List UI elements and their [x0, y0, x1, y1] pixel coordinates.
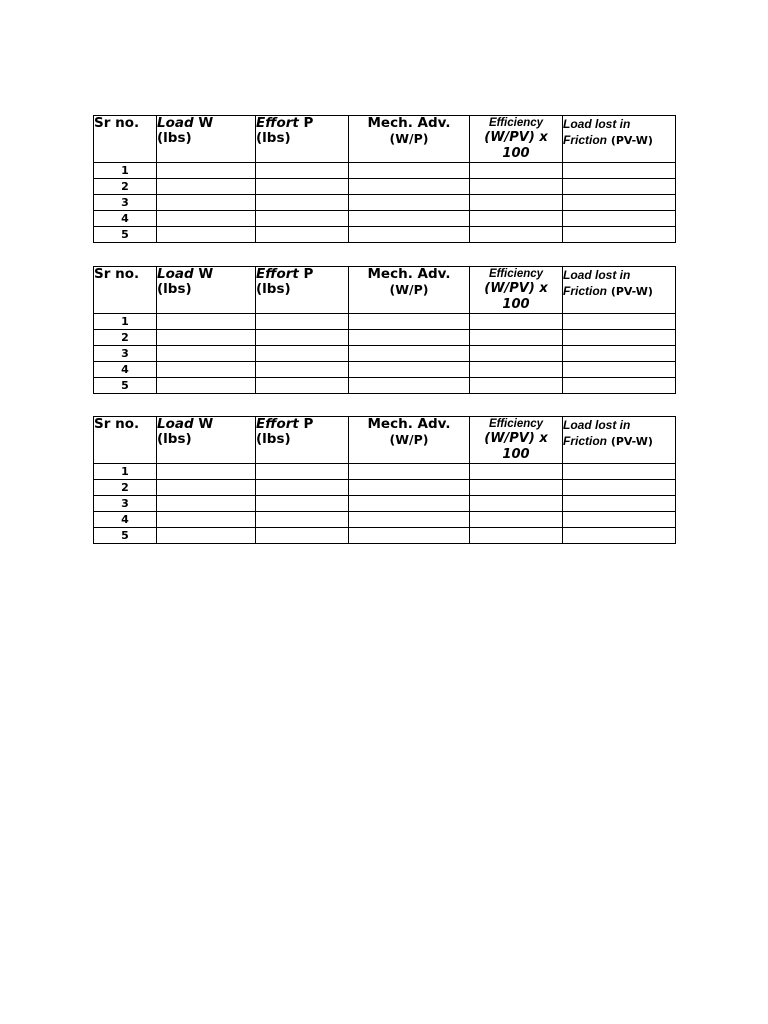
header-effort-symbol: P [298, 416, 314, 432]
mech-adv-cell[interactable] [349, 314, 470, 330]
header-load-unit: (lbs) [157, 281, 192, 297]
mech-adv-cell[interactable] [349, 480, 470, 496]
sr-cell: 1 [94, 464, 157, 480]
sr-cell: 1 [94, 163, 157, 179]
table-row [94, 227, 676, 243]
efficiency-cell[interactable] [470, 362, 563, 378]
header-loss-formula: (PV-W) [607, 134, 653, 147]
header-effort-label: Effort [256, 266, 299, 282]
header-eff-formula-2: 100 [502, 447, 530, 462]
load-lost-cell[interactable] [563, 496, 676, 512]
header-eff-formula-1: (W/PV) x [484, 130, 548, 145]
table-row [94, 179, 676, 195]
header-effort-symbol: P [298, 115, 314, 131]
effort-cell[interactable] [256, 378, 349, 394]
table-row [94, 314, 676, 330]
mech-adv-cell[interactable] [349, 362, 470, 378]
sr-cell: 5 [94, 227, 157, 243]
header-load [157, 116, 256, 163]
table-row [94, 480, 676, 496]
efficiency-cell[interactable] [470, 227, 563, 243]
sr-cell: 5 [94, 378, 157, 394]
header-sr-no-label: Sr no. [94, 115, 140, 131]
header-load-label: Load [157, 266, 194, 282]
effort-cell[interactable] [256, 512, 349, 528]
header-mech-adv [349, 267, 470, 314]
header-eff-title: Efficiency [488, 418, 544, 430]
results-table-1 [93, 115, 676, 243]
header-mech-title: Mech. Adv. [367, 266, 451, 282]
mech-adv-cell[interactable] [349, 211, 470, 227]
table-header-row [94, 417, 676, 464]
header-load [157, 417, 256, 464]
effort-cell[interactable] [256, 330, 349, 346]
header-load-symbol: W [193, 416, 214, 432]
header-load-lost [563, 116, 676, 163]
efficiency-cell[interactable] [470, 163, 563, 179]
header-load-lost [563, 417, 676, 464]
header-effort-symbol: P [298, 266, 314, 282]
load-lost-cell[interactable] [563, 362, 676, 378]
header-load-symbol: W [193, 115, 214, 131]
load-cell[interactable] [157, 362, 256, 378]
header-sr-no-label: Sr no. [94, 416, 140, 432]
load-lost-cell[interactable] [563, 211, 676, 227]
efficiency-cell[interactable] [470, 179, 563, 195]
header-sr-no [94, 267, 157, 314]
load-cell[interactable] [157, 179, 256, 195]
table-row [94, 378, 676, 394]
header-load-label: Load [157, 416, 194, 432]
efficiency-cell[interactable] [470, 528, 563, 544]
effort-cell[interactable] [256, 496, 349, 512]
header-eff-title: Efficiency [488, 268, 544, 280]
effort-cell[interactable] [256, 195, 349, 211]
effort-cell[interactable] [256, 211, 349, 227]
header-load-unit: (lbs) [157, 130, 192, 146]
load-lost-cell[interactable] [563, 378, 676, 394]
header-effort [256, 116, 349, 163]
load-lost-cell[interactable] [563, 464, 676, 480]
header-load-symbol: W [193, 266, 214, 282]
efficiency-cell[interactable] [470, 195, 563, 211]
mech-adv-cell[interactable] [349, 464, 470, 480]
effort-cell[interactable] [256, 314, 349, 330]
header-mech-title: Mech. Adv. [367, 416, 451, 432]
table-row [94, 528, 676, 544]
sr-cell: 4 [94, 512, 157, 528]
header-loss-friction: Friction [563, 434, 607, 448]
effort-cell[interactable] [256, 346, 349, 362]
load-cell[interactable] [157, 227, 256, 243]
table-row [94, 195, 676, 211]
mech-adv-cell[interactable] [349, 346, 470, 362]
efficiency-cell[interactable] [470, 496, 563, 512]
sr-cell: 4 [94, 362, 157, 378]
sr-cell: 5 [94, 528, 157, 544]
mech-adv-cell[interactable] [349, 195, 470, 211]
header-eff-formula-2: 100 [502, 146, 530, 161]
load-lost-cell[interactable] [563, 227, 676, 243]
header-mech-title: Mech. Adv. [367, 115, 451, 131]
header-mech-formula: (W/P) [389, 432, 429, 447]
header-loss-friction: Friction [563, 133, 607, 147]
header-eff-formula-1: (W/PV) x [484, 281, 548, 296]
sr-cell: 3 [94, 195, 157, 211]
header-sr-no-label: Sr no. [94, 266, 140, 282]
mech-adv-cell[interactable] [349, 163, 470, 179]
effort-cell[interactable] [256, 227, 349, 243]
load-cell[interactable] [157, 346, 256, 362]
table-row [94, 496, 676, 512]
effort-cell[interactable] [256, 528, 349, 544]
mech-adv-cell[interactable] [349, 528, 470, 544]
mech-adv-cell[interactable] [349, 179, 470, 195]
load-cell[interactable] [157, 496, 256, 512]
mech-adv-cell[interactable] [349, 378, 470, 394]
header-loss-line1: Load lost in [563, 268, 631, 282]
load-lost-cell[interactable] [563, 346, 676, 362]
header-mech-adv [349, 116, 470, 163]
sr-cell: 3 [94, 346, 157, 362]
header-load-unit: (lbs) [157, 431, 192, 447]
load-cell[interactable] [157, 464, 256, 480]
header-sr-no [94, 116, 157, 163]
load-lost-cell[interactable] [563, 330, 676, 346]
header-eff-title: Efficiency [488, 117, 544, 129]
effort-cell[interactable] [256, 179, 349, 195]
table-header-row [94, 116, 676, 163]
efficiency-cell[interactable] [470, 314, 563, 330]
header-loss-line1: Load lost in [563, 418, 631, 432]
load-cell[interactable] [157, 512, 256, 528]
header-load-label: Load [157, 115, 194, 131]
sr-cell: 2 [94, 480, 157, 496]
efficiency-cell[interactable] [470, 378, 563, 394]
table-row [94, 512, 676, 528]
sr-cell: 2 [94, 179, 157, 195]
mech-adv-cell[interactable] [349, 496, 470, 512]
load-lost-cell[interactable] [563, 314, 676, 330]
header-eff-formula-1: (W/PV) x [484, 431, 548, 446]
table-row [94, 346, 676, 362]
header-load [157, 267, 256, 314]
load-cell[interactable] [157, 163, 256, 179]
efficiency-cell[interactable] [470, 512, 563, 528]
header-effort-unit: (lbs) [256, 281, 291, 297]
load-lost-cell[interactable] [563, 512, 676, 528]
table-row [94, 163, 676, 179]
header-eff-formula-2: 100 [502, 297, 530, 312]
header-effort-label: Effort [256, 416, 299, 432]
load-lost-cell[interactable] [563, 195, 676, 211]
table-row [94, 211, 676, 227]
header-loss-formula: (PV-W) [607, 435, 653, 448]
effort-cell[interactable] [256, 480, 349, 496]
header-effort-unit: (lbs) [256, 431, 291, 447]
header-loss-line1: Load lost in [563, 117, 631, 131]
table-header-row [94, 267, 676, 314]
efficiency-cell[interactable] [470, 480, 563, 496]
load-lost-cell[interactable] [563, 528, 676, 544]
header-effort [256, 417, 349, 464]
header-efficiency [470, 267, 563, 314]
table-row [94, 464, 676, 480]
header-efficiency [470, 116, 563, 163]
header-effort [256, 267, 349, 314]
header-efficiency [470, 417, 563, 464]
table-row [94, 362, 676, 378]
load-lost-cell[interactable] [563, 480, 676, 496]
load-lost-cell[interactable] [563, 179, 676, 195]
header-mech-adv [349, 417, 470, 464]
header-load-lost [563, 267, 676, 314]
sr-cell: 2 [94, 330, 157, 346]
sr-cell: 4 [94, 211, 157, 227]
header-loss-formula: (PV-W) [607, 285, 653, 298]
results-table-2 [93, 266, 676, 394]
load-cell[interactable] [157, 330, 256, 346]
load-lost-cell[interactable] [563, 163, 676, 179]
mech-adv-cell[interactable] [349, 330, 470, 346]
efficiency-cell[interactable] [470, 346, 563, 362]
header-effort-unit: (lbs) [256, 130, 291, 146]
results-table-3 [93, 416, 676, 544]
mech-adv-cell[interactable] [349, 512, 470, 528]
effort-cell[interactable] [256, 163, 349, 179]
header-mech-formula: (W/P) [389, 131, 429, 146]
header-loss-friction: Friction [563, 284, 607, 298]
efficiency-cell[interactable] [470, 330, 563, 346]
efficiency-cell[interactable] [470, 464, 563, 480]
load-cell[interactable] [157, 211, 256, 227]
load-cell[interactable] [157, 195, 256, 211]
load-cell[interactable] [157, 480, 256, 496]
efficiency-cell[interactable] [470, 211, 563, 227]
load-cell[interactable] [157, 314, 256, 330]
mech-adv-cell[interactable] [349, 227, 470, 243]
table-row [94, 330, 676, 346]
load-cell[interactable] [157, 378, 256, 394]
load-cell[interactable] [157, 528, 256, 544]
header-mech-formula: (W/P) [389, 282, 429, 297]
sr-cell: 3 [94, 496, 157, 512]
sr-cell: 1 [94, 314, 157, 330]
effort-cell[interactable] [256, 362, 349, 378]
header-effort-label: Effort [256, 115, 299, 131]
header-sr-no [94, 417, 157, 464]
effort-cell[interactable] [256, 464, 349, 480]
